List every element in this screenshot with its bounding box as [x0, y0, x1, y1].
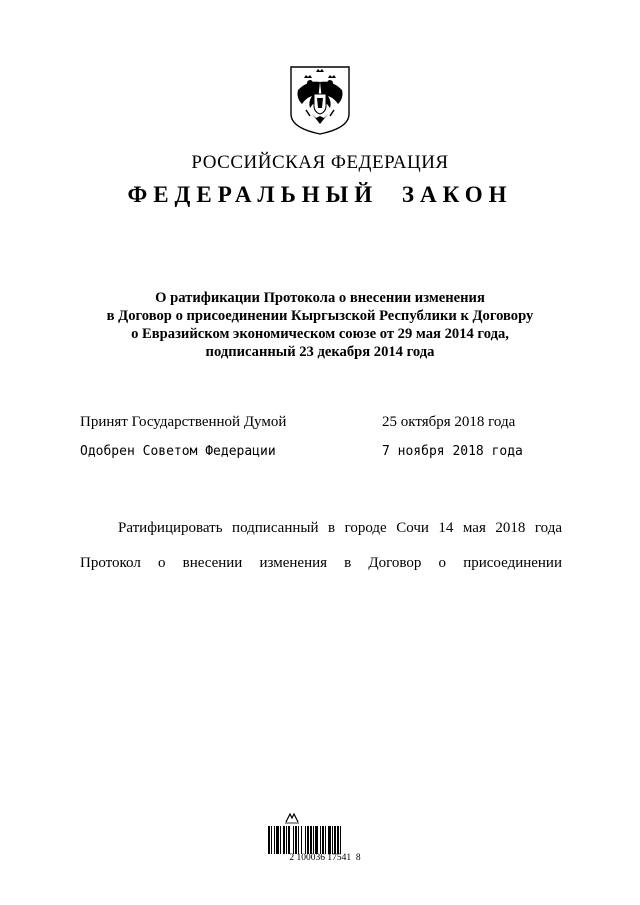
- barcode-bars: [266, 826, 384, 854]
- law-title-line: подписанный 23 декабря 2014 года: [205, 344, 435, 360]
- publisher-logo-icon: [284, 812, 300, 824]
- country-name: РОССИЙСКАЯ ФЕДЕРАЦИЯ: [191, 152, 449, 173]
- duma-adoption-date: 25 октября 2018 года: [382, 414, 516, 430]
- barcode-bar: [283, 826, 285, 854]
- law-title-line: О ратификации Протокола о внесении изменения: [155, 290, 485, 306]
- barcode-bar: [305, 826, 306, 854]
- barcode-bar: [332, 826, 333, 854]
- law-title-line: в Договор о присоединении Кыргызской Республики к Договору: [106, 308, 534, 324]
- barcode-bar: [268, 826, 270, 854]
- document-type: ФЕДЕРАЛЬНЫЙ ЗАКОН: [127, 182, 513, 207]
- barcode-bar: [334, 826, 336, 854]
- law-title-line: о Евразийском экономическом союзе от 29 мая 2014 года,: [131, 326, 509, 342]
- council-approval-label: Одобрен Советом Федерации: [80, 444, 276, 459]
- barcode-bar: [301, 826, 302, 854]
- law-title: [60, 289, 580, 361]
- barcode-bar: [337, 826, 339, 854]
- barcode-bar: [340, 826, 341, 854]
- duma-adoption-label: Принят Государственной Думой: [80, 414, 287, 430]
- barcode-bar: [322, 826, 324, 854]
- barcode-bar: [325, 826, 326, 854]
- barcode-bar: [280, 826, 281, 854]
- body-paragraph-line: Протокол о внесении изменения в Договор о присоединении: [80, 555, 562, 571]
- barcode-bar: [295, 826, 297, 854]
- barcode-bar: [315, 826, 318, 854]
- barcode-bar: [293, 826, 294, 854]
- barcode-bar: [276, 826, 279, 854]
- barcode-bar: [313, 826, 314, 854]
- barcode-number: 2 100036 17541 8: [289, 853, 361, 863]
- barcode-bar: [320, 826, 321, 854]
- barcode-bar: [271, 826, 272, 854]
- barcode-bar: [307, 826, 309, 854]
- barcode-bar: [274, 826, 275, 854]
- barcode-bar: [288, 826, 290, 854]
- council-approval-date: 7 ноября 2018 года: [382, 444, 523, 459]
- body-paragraph-line: Ратифицировать подписанный в городе Сочи 14 мая 2018 года: [118, 520, 562, 536]
- coat-of-arms-emblem: [288, 64, 352, 136]
- barcode-bar: [328, 826, 331, 854]
- document-barcode: [266, 808, 384, 866]
- barcode-bar: [310, 826, 312, 854]
- barcode-bar: [298, 826, 299, 854]
- barcode-bar: [286, 826, 287, 854]
